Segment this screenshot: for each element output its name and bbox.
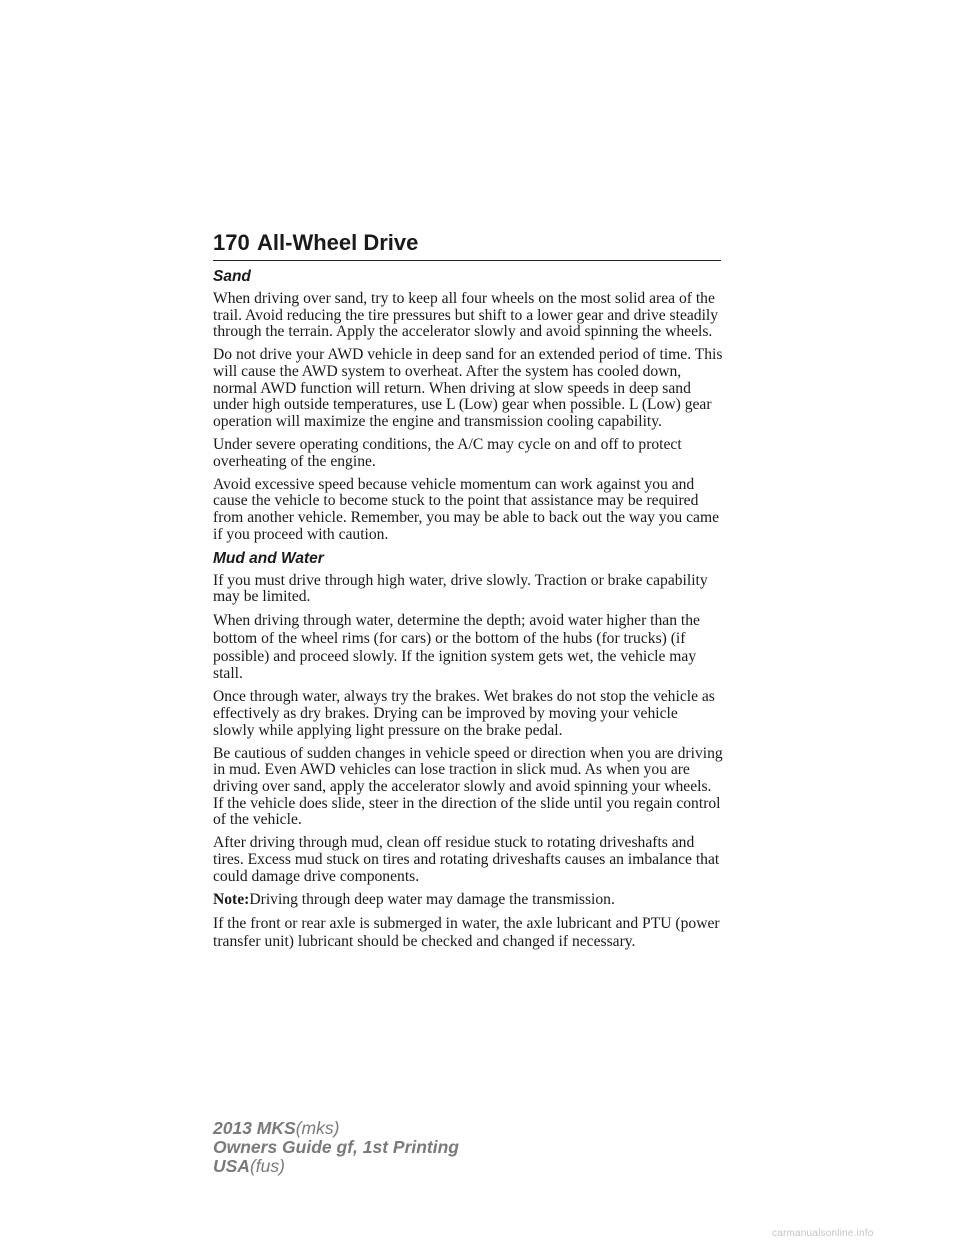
paragraph: Be cautious of sudden changes in vehicle speed or direction when you are driving in mud. Even AWD vehicles can lose traction in slick mud. As when you are driving over sand, apply the accelerator slowly and avoid spinning your wheels. If the vehicle does slide, steer in the direction of the slide until you regain control of the vehicle. xyxy=(213,744,723,829)
paragraph: When driving over sand, try to keep all four wheels on the most solid area of the trail. Avoid reducing the tire pressures but shift to a lower gear and drive steadily through the terrain. Apply the accelerator slowly and avoid spinning the wheels. xyxy=(213,290,719,341)
page-number: 170 xyxy=(213,230,250,255)
paragraph: Under severe operating conditions, the A/C may cycle on and off to protect overheating of the engine. xyxy=(213,435,682,470)
footer-line-market xyxy=(213,1157,459,1176)
footer-model: 2013 MKS xyxy=(213,1118,296,1138)
note-label: Note: xyxy=(213,890,250,908)
paragraph: Avoid excessive speed because vehicle momentum can work against you and cause the vehicle to become stuck to the point that assistance may be required from another vehicle. Remember, you may be able to back out the way you came if you proceed with caution. xyxy=(213,475,719,543)
footer-market: USA xyxy=(213,1156,250,1176)
footer-model-code: (mks) xyxy=(295,1118,340,1138)
note-text: Driving through deep water may damage the transmission. xyxy=(249,890,615,908)
paragraph: Once through water, always try the brakes. Wet brakes do not stop the vehicle as effectively as dry brakes. Drying can be improved by moving your vehicle slowly while applying light pressure on the brake pedal. xyxy=(213,688,715,739)
page-content xyxy=(213,268,723,957)
section-heading-sand: Sand xyxy=(213,268,251,285)
page-header xyxy=(213,230,721,261)
paragraph: If you must drive through high water, drive slowly. Traction or brake capability may be limited. xyxy=(213,571,708,606)
footer-market-code: (fus) xyxy=(249,1156,285,1176)
section-heading-mud-water: Mud and Water xyxy=(213,549,324,567)
chapter-title: All-Wheel Drive xyxy=(257,230,419,255)
footer-line-model xyxy=(213,1119,459,1138)
paragraph: When driving through water, determine the depth; avoid water higher than the bottom of the wheel rims (for cars) or the bottom of the hubs (for trucks) (if possible) and proceed slowly. If the ignition system gets wet, the vehicle may stall. xyxy=(213,612,700,683)
footer-line-guide: Owners Guide gf, 1st Printing xyxy=(213,1137,459,1157)
print-footer xyxy=(213,1119,459,1176)
watermark: carmanualsonline.info xyxy=(772,1228,874,1239)
paragraph: After driving through mud, clean off residue stuck to rotating driveshafts and tires. Excess mud stuck on tires and rotating driveshafts causes an imbalance that could damage drive components. xyxy=(213,834,720,885)
paragraph: If the front or rear axle is submerged in water, the axle lubricant and PTU (power transfer unit) lubricant should be checked and changed if necessary. xyxy=(213,914,720,950)
note-paragraph xyxy=(213,892,723,909)
paragraph: Do not drive your AWD vehicle in deep sand for an extended period of time. This will cause the AWD system to overheat. After the system has cooled down, normal AWD function will return. When driving at slow speeds in deep sand under high outside temperatures, use L (Low) gear when possible. L (Low) gear operation will maximize the engine and transmission cooling capability. xyxy=(213,346,723,430)
